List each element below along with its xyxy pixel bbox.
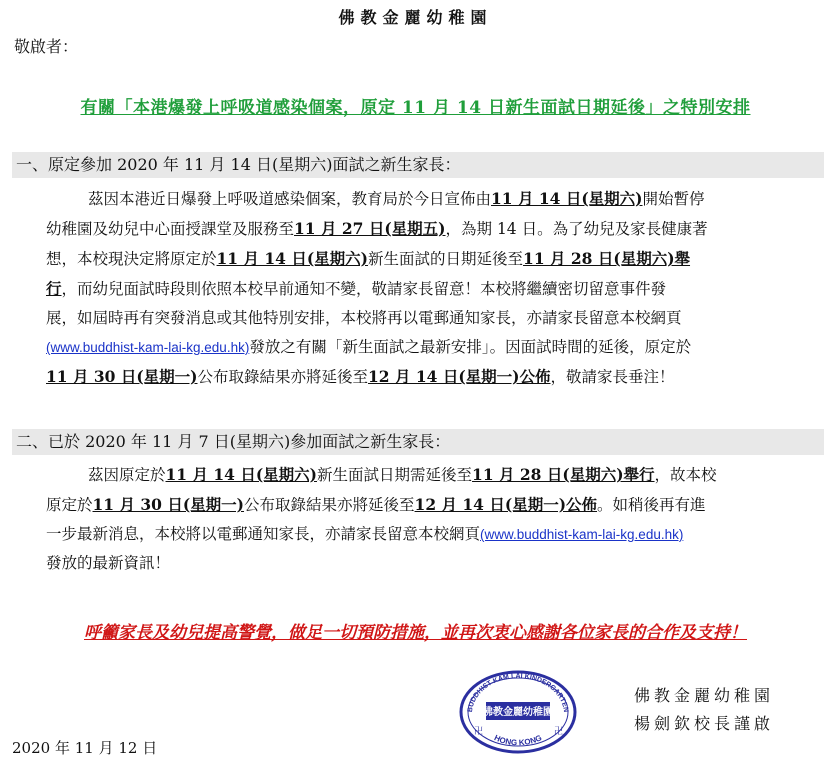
signature-principal: 楊劍欽校長謹啟 [634, 714, 775, 733]
seal-bottom-text: HONG KONG [492, 733, 544, 748]
signature-school: 佛教金麗幼稚園 [634, 686, 775, 705]
text: 發放之有關「新生面試之最新安排」。因面試時間的延後，原定於 [249, 338, 692, 356]
text: 幼稚園及幼兒中心面授課堂及服務至 [46, 220, 295, 238]
date-emphasis: 行 [46, 279, 62, 298]
section1-line [46, 333, 826, 362]
text: 開始暫停 [642, 190, 705, 208]
section2-heading: 二、已於 2020 年 11 月 7 日(星期六)參加面試之新生家長： [12, 429, 824, 455]
section1-heading: 一、原定參加 2020 年 11 月 14 日(星期六)面試之新生家長： [12, 152, 824, 178]
school-name-title: 佛教金麗幼稚園 [338, 8, 493, 27]
appeal-message: 呼籲家長及幼兒提高警覺，做足一切預防措施，並再次衷心感謝各位家長的合作及支持！ [84, 623, 747, 643]
greeting: 敬啟者： [14, 37, 79, 56]
text: 公布取錄結果亦將延後至 [244, 496, 415, 514]
section2-line [46, 520, 826, 549]
text: 新生面試的日期延後至 [368, 250, 524, 268]
section1-body [46, 184, 826, 392]
seal-top-text: BUDDHIST KAM LAI KINDERGARTEN [466, 673, 570, 713]
seal-swastika-right-icon: 卍 [554, 727, 564, 737]
date-emphasis: 12 月 14 日(星期一)公佈 [414, 495, 598, 514]
notice-headline: 有關「本港爆發上呼吸道感染個案，原定 11 月 14 日新生面試日期延後」之特別安排 [80, 98, 751, 118]
section2-body [46, 460, 826, 578]
seal-swastika-left-icon: 卍 [474, 727, 484, 737]
text: ，故本校 [654, 466, 717, 484]
section1-line [46, 362, 826, 392]
text: 茲因原定於 [88, 466, 166, 484]
section2-line [46, 490, 826, 520]
section1-line: 展，如屆時再有突發消息或其他特別安排，本校將再以電郵通知家長，亦請家長留意本校網頁 [46, 309, 682, 327]
date-emphasis: 11 月 14 日(星期六) [491, 189, 643, 208]
text: 。如稍後再有進 [597, 496, 706, 514]
date-emphasis: 11 月 14 日(星期六) [216, 249, 369, 268]
text: ，而幼兒面試時段則依照本校早前通知不變，敬請家長留意！本校將繼續密切留意事件發 [61, 280, 667, 298]
website-link[interactable]: (www.buddhist-kam-lai-kg.edu.hk) [46, 340, 250, 355]
text: 茲因本港近日爆發上呼吸道感染個案，教育局於今日宣佈由 [88, 190, 492, 208]
section2-line [46, 460, 826, 490]
section1-line [46, 244, 826, 274]
section1-line [46, 274, 826, 304]
text: 公布取錄結果亦將延後至 [197, 368, 369, 386]
school-seal-stamp [458, 668, 578, 754]
text: ，為期 14 日。為了幼兒及家長健康著 [445, 220, 708, 238]
text: ，敬請家長垂注！ [550, 368, 675, 386]
date-emphasis: 11 月 30 日(星期一) [46, 367, 198, 386]
date-emphasis: 12 月 14 日(星期一)公佈 [368, 367, 551, 386]
date-emphasis: 11 月 28 日(星期六)舉行 [472, 465, 655, 484]
text: 一步最新消息，本校將以電郵通知家長，亦請家長留意本校網頁 [46, 525, 481, 543]
letter-date: 2020 年 11 月 12 日 [12, 739, 158, 757]
date-emphasis: 11 月 28 日(星期六)舉 [523, 249, 691, 268]
section1-line [46, 184, 826, 214]
seal-center-text: 佛教金麗幼稚園 [483, 707, 553, 718]
website-link[interactable]: (www.buddhist-kam-lai-kg.edu.hk) [480, 527, 684, 542]
text: 新生面試日期需延後至 [317, 466, 473, 484]
date-emphasis: 11 月 14 日(星期六) [165, 465, 318, 484]
date-emphasis: 11 月 27 日(星期五) [294, 219, 446, 238]
section2-line: 發放的最新資訊！ [46, 554, 171, 572]
text: 想，本校現決定將原定於 [46, 250, 217, 268]
text: 原定於 [46, 496, 93, 514]
date-emphasis: 11 月 30 日(星期一) [92, 495, 245, 514]
section1-line [46, 214, 826, 244]
